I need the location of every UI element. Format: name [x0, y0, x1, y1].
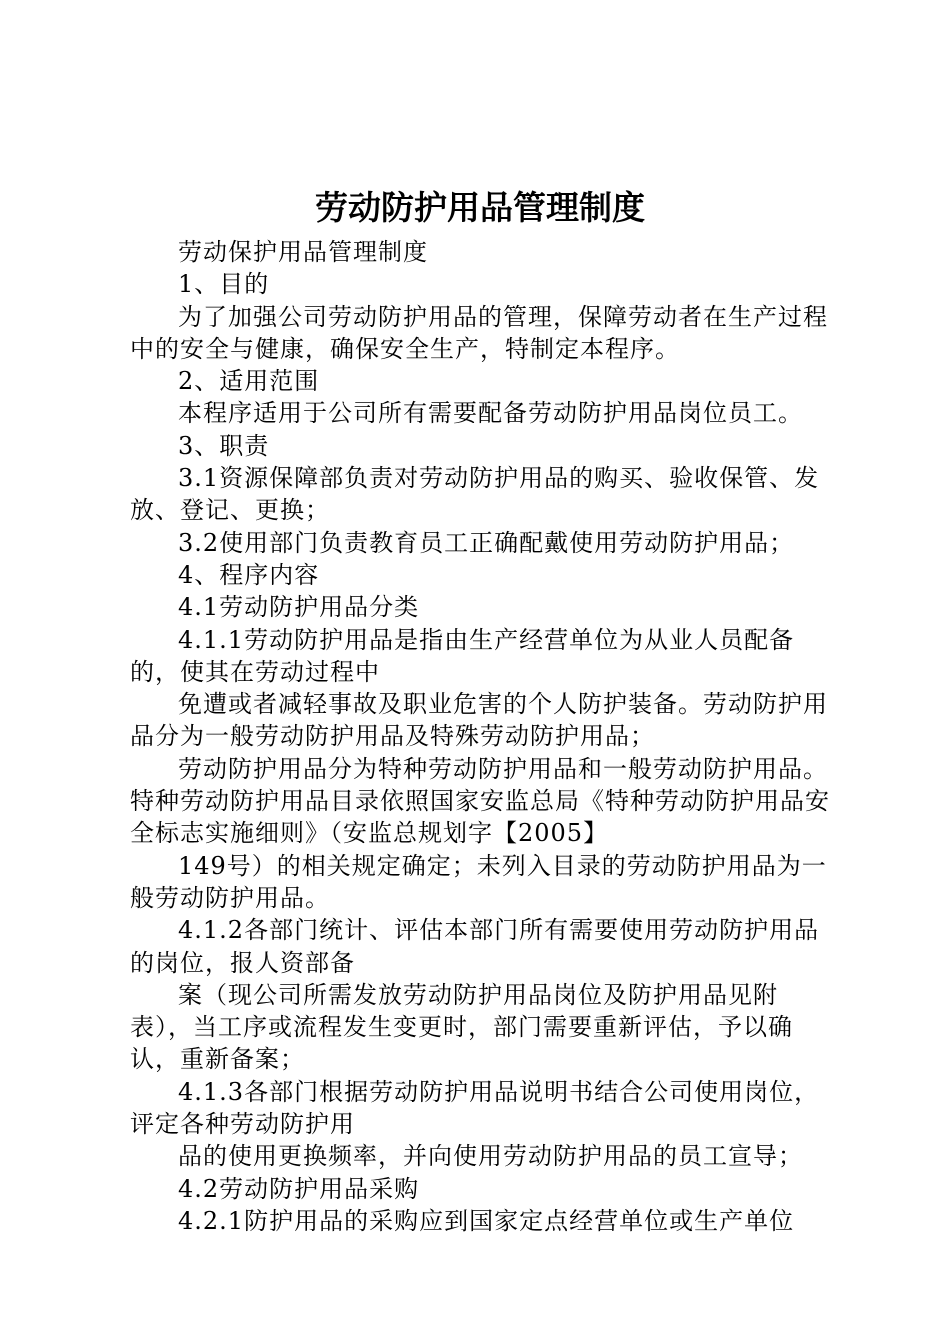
paragraph: 本程序适用于公司所有需要配备劳动防护用品岗位员工。 — [178, 399, 803, 428]
paragraph: 免遭或者减轻事故及职业危害的个人防护装备。劳动防护用品分为一般劳动防护用品及特殊劳动防护用品； — [130, 690, 828, 751]
paragraph: 4.1.2各部门统计、评估本部门所有需要使用劳动防护用品的岗位，报人资部备 — [130, 916, 820, 977]
paragraph: 品的使用更换频率，并向使用劳动防护用品的员工宣导； — [178, 1142, 803, 1171]
paragraph: 149号）的相关规定确定；未列入目录的劳动防护用品为一般劳动防护用品。 — [130, 851, 827, 912]
paragraph: 案（现公司所需发放劳动防护用品岗位及防护用品见附表），当工序或流程发生变更时，部门需要重新评估，予以确认，重新备案； — [130, 980, 793, 1074]
paragraph: 3、职责 — [178, 431, 270, 460]
paragraph: 3.2使用部门负责教育员工正确配戴使用劳动防护用品； — [178, 528, 795, 557]
paragraph: 3.1资源保障部负责对劳动防护用品的购买、验收保管、发放、登记、更换； — [130, 464, 820, 525]
paragraph: 4.1.1劳动防护用品是指由生产经营单位为从业人员配备的，使其在劳动过程中 — [130, 625, 795, 686]
paragraph: 4.1.3各部门根据劳动防护用品说明书结合公司使用岗位，评定各种劳动防护用 — [130, 1077, 820, 1139]
paragraph: 1、目的 — [178, 270, 270, 299]
paragraph: 4.2劳动防护用品采购 — [178, 1174, 420, 1203]
paragraph: 4.2.1防护用品的采购应到国家定点经营单位或生产单位 — [178, 1206, 795, 1235]
paragraph: 2、适用范围 — [178, 367, 320, 396]
paragraph: 为了加强公司劳动防护用品的管理，保障劳动者在生产过程中的安全与健康，确保安全生产，特制定本程序。 — [130, 302, 828, 363]
document-body — [130, 236, 832, 1237]
document-title: 劳动防护用品管理制度 — [315, 188, 645, 227]
paragraph: 劳动保护用品管理制度 — [178, 238, 428, 266]
paragraph: 劳动防护用品分为特种劳动防护用品和一般劳动防护用品。特种劳动防护用品目录依照国家安监总局《特种劳动防护用品安全标志实施细则》（安监总规划字【2005】 — [130, 754, 830, 848]
paragraph: 4、程序内容 — [178, 560, 320, 589]
paragraph: 4.1劳动防护用品分类 — [178, 593, 420, 622]
